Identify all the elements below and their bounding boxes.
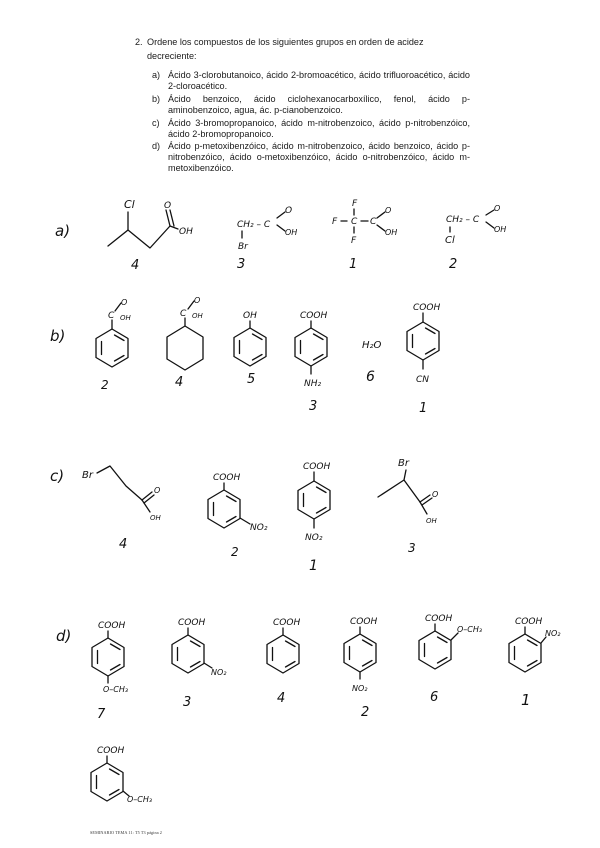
label-cooh: COOH (273, 618, 301, 628)
label-oh: OH (385, 228, 398, 237)
label-oh: OH (179, 227, 193, 237)
rank-d5: 6 (430, 690, 439, 705)
rank-d4: 2 (361, 705, 370, 720)
label-no2: NO₂ (211, 668, 227, 677)
molecule-c2-m-nitrobenzoic (208, 473, 268, 533)
rank-a1: 4 (131, 258, 140, 273)
molecule-c4-2-bromopropanoic (378, 458, 438, 525)
molecule-b3-phenol (234, 311, 266, 366)
label-oh: OH (494, 225, 507, 234)
rank-a4: 2 (449, 257, 458, 272)
label-c: C (108, 311, 115, 321)
item-text: Ácido 3-clorobutanoico, ácido 2-bromoacético, ácido trifluoroacético, ácido 2-cloroacético. (168, 70, 470, 92)
label-cooh: COOH (178, 618, 206, 628)
molecule-a1 (108, 198, 193, 248)
label-cooh: COOH (303, 462, 331, 472)
label-nh2: NH₂ (304, 379, 322, 389)
rank-c4: 3 (408, 541, 416, 555)
label-cooh: COOH (413, 303, 441, 313)
molecule-d2-m-nitrobenzoic (172, 618, 227, 677)
label-o: O (164, 201, 172, 211)
molecule-d1-p-methoxybenzoic (92, 621, 128, 694)
label-cooh: COOH (300, 311, 328, 321)
molecule-b1-benzoic-acid (96, 298, 132, 367)
item-label: c) (152, 118, 160, 128)
label-och3: O–CH₃ (127, 795, 153, 804)
label-oh: OH (150, 514, 161, 522)
label-f: F (352, 199, 358, 209)
label-br: Br (238, 242, 248, 252)
label-oh: OH (192, 312, 203, 320)
svg-text:C: C (370, 217, 377, 227)
rank-d1: 7 (97, 707, 106, 722)
item-label: a) (152, 70, 161, 80)
rank-d6: 1 (521, 691, 531, 709)
label-cooh: COOH (97, 746, 125, 756)
rank-b5: 6 (366, 369, 375, 385)
label-oh: OH (285, 228, 298, 237)
svg-text:C: C (351, 217, 358, 227)
rank-b4: 3 (309, 399, 318, 414)
label-o: O (285, 206, 293, 216)
label-f: F (351, 236, 357, 246)
label-cooh: COOH (425, 614, 453, 624)
item-label: d) (152, 141, 161, 151)
item-text: Ácido p-metoxibenzóico, ácido m-nitrobenzoico, ácido benzoico, ácido p-nitrobenzóico, ácido o-metoxibenzóico, ácido o-nitrobenzóico, ácido m-metoxibenzóico. (168, 141, 470, 174)
label-ch2-c: CH₂ – C (237, 220, 271, 230)
label-o: O (385, 206, 392, 215)
rank-a3: 1 (349, 257, 358, 272)
label-oh: OH (243, 311, 257, 321)
molecule-a3 (332, 199, 397, 246)
molecule-d5-o-methoxybenzoic (419, 614, 482, 669)
label-o: O (154, 486, 161, 495)
label-c: C (180, 309, 187, 319)
molecule-b6-p-cyanobenzoic (407, 303, 440, 385)
row-label-d: d) (56, 627, 72, 645)
molecule-a4 (445, 204, 506, 246)
page-footer: SEMINARIO TEMA 11: T5 T3 página 2 (90, 830, 163, 835)
label-cn: CN (416, 375, 430, 385)
rank-b2: 4 (175, 375, 184, 390)
rank-d3: 4 (277, 691, 286, 706)
label-oh: OH (426, 517, 437, 525)
item-label: b) (152, 94, 161, 104)
label-f: F (332, 217, 338, 227)
item-text: Ácido 3-bromopropanoico, ácido m-nitrobenzoico, ácido p-nitrobenzóico, ácido 2-bromopropanoico. (168, 118, 470, 140)
molecule-c1-3-bromopropanoic (82, 466, 162, 522)
molecule-d3-benzoic (267, 618, 300, 673)
label-o: O (121, 298, 128, 307)
label-oh: OH (120, 314, 131, 322)
molecule-b2-cyclohexanecarboxylic (167, 296, 204, 370)
water-label: H₂O (362, 340, 382, 351)
rank-c2: 2 (231, 545, 239, 559)
rank-b6: 1 (419, 401, 428, 416)
row-label-c: c) (50, 467, 65, 485)
molecule-d6-o-nitrobenzoic (509, 617, 561, 672)
molecule-b4-p-aminobenzoic (295, 311, 327, 389)
label-no2: NO₂ (545, 629, 561, 638)
rank-d2: 3 (183, 695, 192, 710)
label-no2: NO₂ (250, 523, 268, 533)
rank-b3: 5 (247, 372, 256, 387)
label-cooh: COOH (98, 621, 126, 631)
rank-c3: 1 (309, 558, 318, 574)
label-o: O (194, 296, 201, 305)
label-cooh: COOH (350, 617, 378, 627)
molecule-d4-p-nitrobenzoic (344, 617, 377, 693)
question-prompt-line2: decreciente: (147, 51, 197, 62)
question-number: 2. (135, 37, 143, 47)
label-och3: O–CH₃ (457, 625, 483, 634)
label-no2: NO₂ (305, 533, 323, 543)
question-prompt-line1: Ordene los compuestos de los siguientes grupos en orden de acidez (147, 37, 424, 47)
label-o: O (432, 490, 439, 499)
label-ch2-c: CH₂ – C (446, 215, 480, 225)
label-cooh: COOH (515, 617, 543, 627)
label-cl: Cl (124, 198, 135, 211)
row-label-b: b) (50, 327, 66, 345)
rank-a2: 3 (237, 257, 246, 272)
label-no2: NO₂ (352, 684, 368, 693)
label-o: O (494, 204, 501, 213)
rank-b1: 2 (101, 378, 109, 392)
molecule-d7-m-methoxybenzoic (91, 746, 152, 804)
molecule-c3-p-nitrobenzoic (298, 462, 330, 543)
rank-c1: 4 (119, 537, 128, 552)
molecule-a2 (237, 206, 297, 252)
label-cooh: COOH (213, 473, 241, 483)
row-label-a: a) (55, 222, 71, 240)
label-br: Br (398, 458, 409, 469)
label-br: Br (82, 470, 93, 481)
item-text: Ácido benzoico, ácido ciclohexanocarboxílico, fenol, ácido p-aminobenzoico, agua, ác. p-cianobenzoico. (168, 94, 470, 116)
label-cl: Cl (445, 235, 455, 246)
label-och3: O–CH₃ (103, 685, 129, 694)
